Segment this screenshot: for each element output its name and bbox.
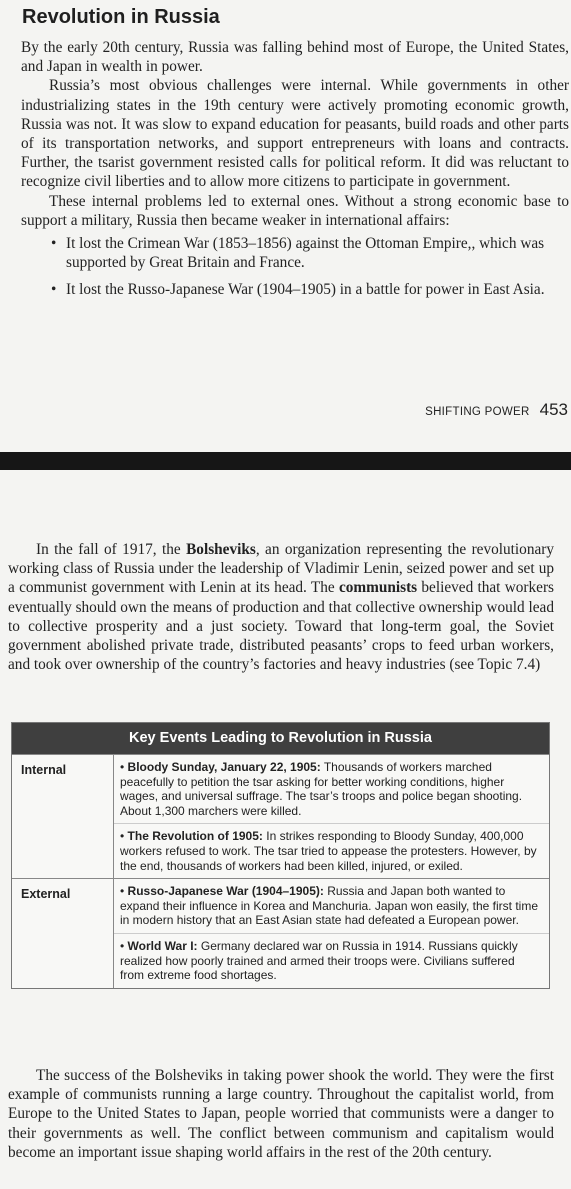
section-heading: Revolution in Russia [22, 6, 220, 28]
bullet-crimean-war: • It lost the Crimean War (1853–1856) against the Ottoman Empire,, which was supported by Great Britain and France. [51, 234, 569, 272]
page-divider-band [0, 452, 571, 470]
table-row-internal [12, 754, 549, 878]
internal-challenges-paragraph: Russia’s most obvious challenges were internal. While governments in other industrializing states in the 19th century were actively promoting economic growth, Russia was not. It was slow to expand education for peasants, build roads and other parts of its transportation networks, and support entrepreneurs with loans and contracts. Further, the tsarist government resisted calls for political reform. It did was reluctant to recognize civil liberties and to allow more citizens to participate in government. [21, 77, 569, 191]
event-world-war-i: • World War I: Germany declared war on Russia in 1914. Russians quickly realized how poorly trained and armed their troops were. Civilians suffered from extreme food shortages. [114, 933, 549, 988]
event-bloody-sunday: • Bloody Sunday, January 22, 1905: Thousands of workers marched peacefully to petition the tsar asking for better working conditions, higher wages, and universal suffrage. The tsar’s troops and police began shooting. About 1,300 marchers were killed. [120, 760, 523, 818]
term-bolsheviks: Bolsheviks [186, 541, 256, 558]
war-losses-list [21, 234, 569, 300]
term-communists: communists [338, 579, 418, 597]
row-category: External [12, 879, 114, 988]
row-category: Internal [12, 755, 114, 878]
page-number: 453 [539, 400, 568, 419]
conclusion-paragraph: The success of the Bolsheviks in taking power shook the world. They were the first example of communists running a large country. Throughout the capitalist world, from Europe to the United States to Japan, people worried that communists were a danger to their governments as well. The conflict between communism and capitalism would become an important issue shaping world affairs in the rest of the 20th century. [8, 1067, 554, 1161]
external-problems-paragraph: These internal problems led to external ones. Without a strong economic base to support a military, Russia then became weaker in international affairs: [21, 192, 569, 229]
key-events-table [11, 722, 550, 989]
page-453-body [21, 38, 569, 308]
table-title: Key Events Leading to Revolution in Russia [12, 723, 549, 754]
event-russo-japanese-war: • Russo-Japanese War (1904–1905): Russia and Japan both wanted to expand their influence in Korea and Manchuria. Japan won easily, the first time in modern history that an East Asian state had defeated a European power. [120, 884, 539, 928]
bullet-russo-japanese-war: • It lost the Russo-Japanese War (1904–1905) in a battle for power in East Asia. [51, 280, 569, 299]
intro-paragraph: By the early 20th century, Russia was falling behind most of Europe, the United States, and Japan in wealth in power. [21, 39, 569, 76]
table-row-external [12, 878, 549, 988]
next-page [0, 470, 571, 1189]
event-revolution-1905: • The Revolution of 1905: In strikes responding to Bloody Sunday, 400,000 workers refused to work. The tsar tried to appease the protesters. However, by the end, thousands of workers had been killed, injured, or exiled. [114, 823, 549, 878]
bolsheviks-paragraph: In the fall of 1917, the Bolsheviks, an organization representing the revolutionary working class of Russia under the leadership of Vladimir Lenin, seized power and set up a communist government with Lenin at its head. The communists believed that workers eventually should own the means of production and that collective ownership would lead to collective prosperity and a just society. Toward that long-term goal, the Soviet government abolished private trade, distributed peasants’ crops to feed urban workers, and took over ownership of the country’s factories and heavy industries (see Topic 7.4) [8, 541, 554, 674]
page-453 [0, 0, 571, 452]
page-folio [425, 400, 568, 420]
running-footer-section: SHIFTING POWER [425, 406, 530, 418]
